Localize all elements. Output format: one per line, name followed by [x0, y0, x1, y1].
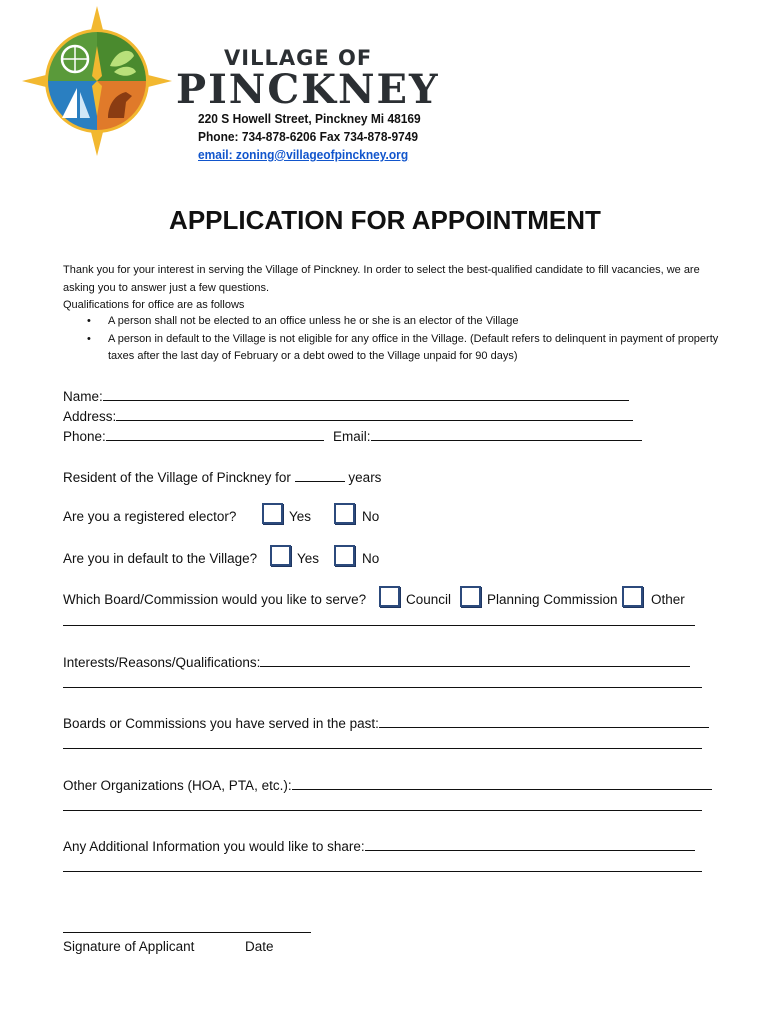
- phone-row: [63, 427, 324, 444]
- address-line: 220 S Howell Street, Pinckney Mi 48169: [198, 111, 421, 126]
- interests-field[interactable]: [260, 653, 690, 667]
- served-row: [63, 714, 709, 731]
- elector-no-label: No: [362, 509, 380, 524]
- list-item: [63, 313, 723, 331]
- phone-label: Phone:: [63, 429, 106, 444]
- email-link[interactable]: email: zoning@villageofpinckney.org: [198, 147, 409, 162]
- board-planning-checkbox[interactable]: [460, 586, 481, 607]
- org-name-top: VILLAGE OF: [224, 46, 373, 70]
- elector-yes-checkbox[interactable]: [262, 503, 283, 524]
- intro-paragraph: [63, 262, 723, 315]
- email-label: Email:: [333, 429, 371, 444]
- resident-suffix: years: [348, 470, 382, 485]
- other-orgs-label: Other Organizations (HOA, PTA, etc.):: [63, 778, 292, 793]
- board-question-label: Which Board/Commission would you like to serve?: [63, 592, 367, 607]
- default-no-checkbox[interactable]: [334, 545, 355, 566]
- interests-row: [63, 653, 690, 670]
- additional-row: [63, 837, 695, 854]
- address-field[interactable]: [116, 407, 633, 421]
- board-council-label: Council: [406, 592, 452, 607]
- phone-field[interactable]: [106, 427, 324, 441]
- board-council-checkbox[interactable]: [379, 586, 400, 607]
- served-field[interactable]: [379, 714, 709, 728]
- resident-years-field[interactable]: [295, 468, 345, 482]
- page-title: APPLICATION FOR APPOINTMENT: [169, 205, 601, 235]
- name-field[interactable]: [103, 387, 629, 401]
- served-label: Boards or Commissions you have served in the past:: [63, 716, 379, 731]
- name-row: [63, 387, 629, 404]
- address-label: Address:: [63, 409, 117, 424]
- phone-fax-line: Phone: 734-878-6206 Fax 734-878-9749: [198, 129, 419, 144]
- board-other-field[interactable]: [63, 625, 695, 626]
- board-planning-label: Planning Commission: [487, 592, 618, 607]
- village-logo: [22, 6, 172, 156]
- date-label: Date: [245, 939, 274, 954]
- interests-field-line-2[interactable]: [63, 687, 702, 688]
- served-field-line-2[interactable]: [63, 748, 702, 749]
- qualifications-heading: Qualifications for office are as follows: [63, 299, 245, 311]
- interests-label: Interests/Reasons/Qualifications:: [63, 655, 261, 670]
- default-label: Are you in default to the Village?: [63, 551, 258, 566]
- bullet-icon: •: [87, 332, 91, 345]
- bullet-text: A person in default to the Village is not eligible for any office in the Village. (Default refers to delinquent in payment of property taxes after the last day of February or a debt owed to the Village unpaid for 90 days): [108, 332, 719, 362]
- default-no-label: No: [362, 551, 380, 566]
- registered-elector-label: Are you a registered elector?: [63, 509, 237, 524]
- email-row: [333, 427, 642, 444]
- default-yes-checkbox[interactable]: [270, 545, 291, 566]
- default-yes-label: Yes: [297, 551, 320, 566]
- email-field[interactable]: [371, 427, 642, 441]
- signature-label: Signature of Applicant: [63, 939, 195, 954]
- intro-text: Thank you for your interest in serving the Village of Pinckney. In order to select the best-qualified candidate to fill vacancies, we are asking you to answer just a few questions.: [63, 264, 700, 294]
- bullet-icon: •: [87, 315, 91, 327]
- board-other-checkbox[interactable]: [622, 586, 643, 607]
- bullet-text: A person shall not be elected to an office unless he or she is an elector of the Village: [108, 315, 519, 327]
- other-orgs-field[interactable]: [292, 776, 712, 790]
- additional-label: Any Additional Information you would like to share:: [63, 839, 365, 854]
- elector-no-checkbox[interactable]: [334, 503, 355, 524]
- qualifications-list: [63, 313, 723, 366]
- list-item: [63, 331, 723, 366]
- org-name-main: PINCKNEY: [176, 66, 440, 113]
- address-row: [63, 407, 633, 424]
- signature-field[interactable]: [63, 932, 311, 933]
- board-other-label: Other: [651, 592, 685, 607]
- other-orgs-field-line-2[interactable]: [63, 810, 702, 811]
- other-orgs-row: [63, 776, 712, 793]
- additional-field[interactable]: [365, 837, 695, 851]
- resident-label: Resident of the Village of Pinckney for: [63, 470, 291, 485]
- elector-yes-label: Yes: [289, 509, 312, 524]
- additional-field-line-2[interactable]: [63, 871, 702, 872]
- resident-row: [63, 468, 381, 485]
- name-label: Name:: [63, 389, 103, 404]
